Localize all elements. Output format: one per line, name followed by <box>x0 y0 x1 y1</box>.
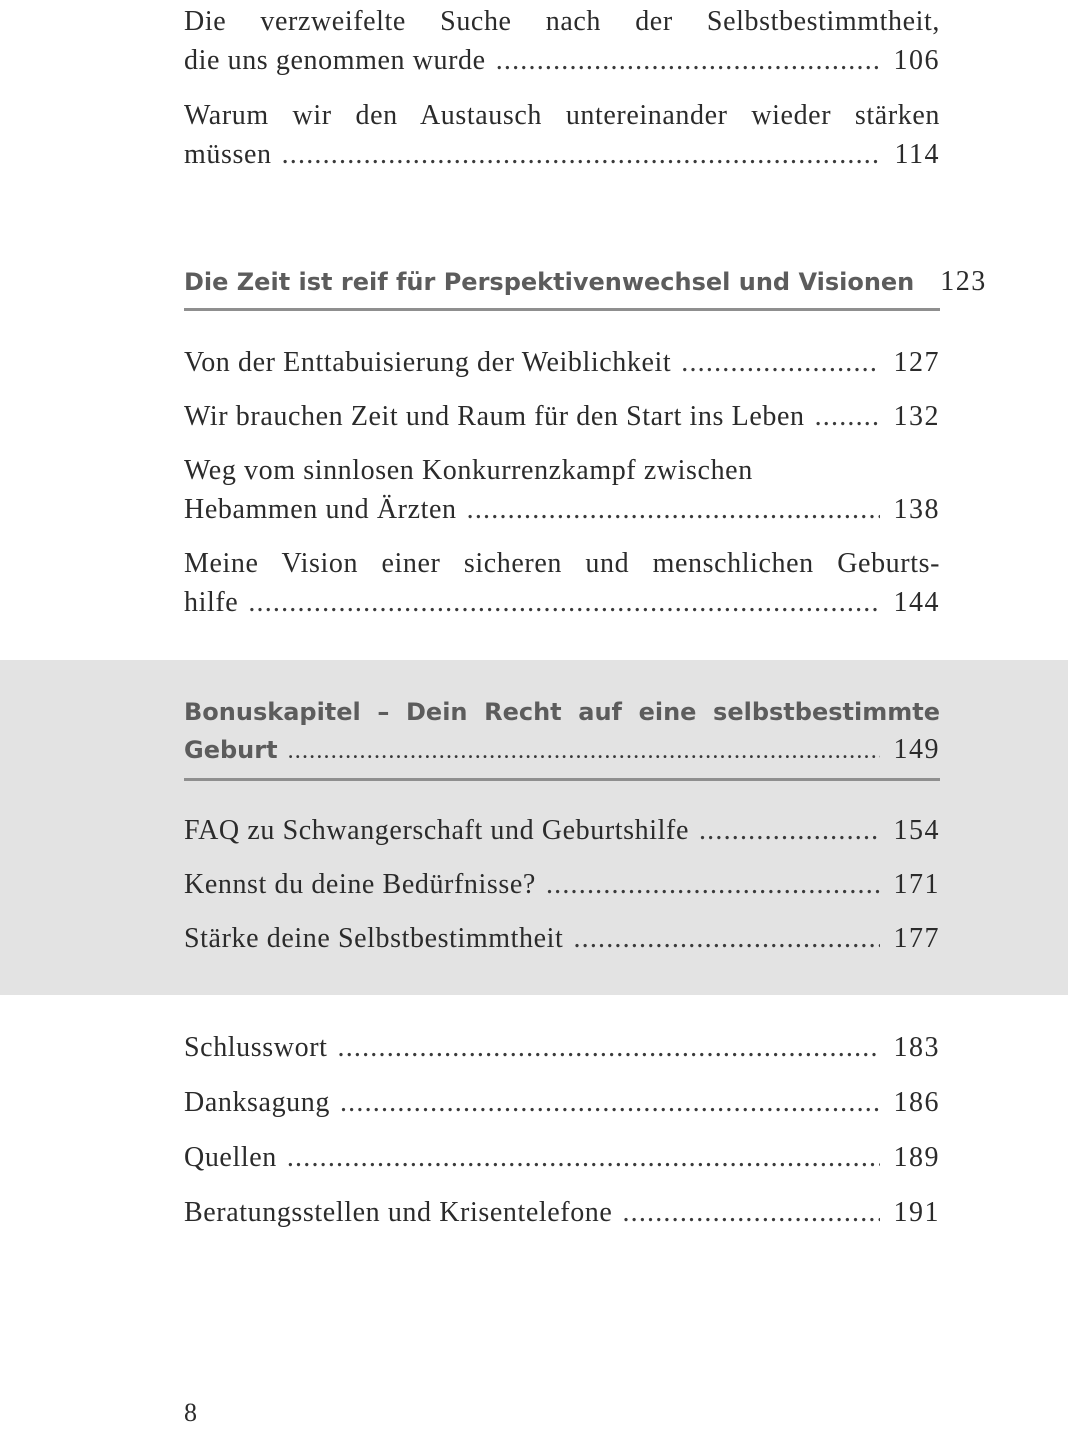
chapter-title: Die Zeit ist reif für Perspektivenwechsel und Visionen <box>184 268 915 296</box>
toc-entry[interactable] <box>184 2 940 80</box>
toc-entry[interactable] <box>184 397 940 436</box>
toc-entry-line: Die verzweifelte Suche nach der Selbstbestimmtheit, <box>184 6 940 37</box>
toc-entry-title: FAQ zu Schwangerschaft und Geburtshilfe <box>184 815 689 846</box>
page-number: 106 <box>893 45 940 76</box>
page-number: 186 <box>893 1087 940 1118</box>
toc-entry[interactable] <box>184 96 940 174</box>
page-number: 114 <box>894 139 940 170</box>
page-number: 127 <box>893 347 940 378</box>
page-number: 138 <box>893 494 940 525</box>
leader-dots <box>681 343 879 382</box>
chapter-heading <box>184 266 987 311</box>
leader-dots <box>282 135 881 174</box>
toc-entry-title: Von der Enttabuisierung der Weiblichkeit <box>184 347 672 378</box>
page-number: 132 <box>893 401 940 432</box>
toc-entry[interactable] <box>184 919 940 958</box>
toc-entry-line: Warum wir den Austausch untereinander wieder stärken <box>184 100 940 131</box>
toc-section-chapter-1 <box>184 343 940 622</box>
toc-entry-title: Quellen <box>184 1142 277 1173</box>
toc-entry-title: hilfe <box>184 587 239 618</box>
leader-dots <box>496 41 880 80</box>
toc-entry[interactable] <box>184 343 940 382</box>
leader-dots <box>699 811 880 850</box>
toc-entry-title: Hebammen und Ärzten <box>184 494 457 525</box>
leader-dots <box>622 1193 879 1232</box>
toc-entry[interactable] <box>184 1138 940 1177</box>
chapter-title: Geburt <box>184 736 278 764</box>
toc-section-end <box>184 1028 940 1232</box>
toc-entry-title: Beratungsstellen und Krisentelefone <box>184 1197 613 1228</box>
page-number: 171 <box>893 869 940 900</box>
page-number: 183 <box>893 1032 940 1063</box>
toc-entry-title: müssen <box>184 139 272 170</box>
leader-dots <box>573 919 879 958</box>
page-number: 177 <box>893 923 940 954</box>
leader-dots <box>248 583 879 622</box>
toc-entry[interactable] <box>184 811 940 850</box>
toc-entry[interactable] <box>184 865 940 904</box>
page-number: 154 <box>893 815 940 846</box>
page-number: 191 <box>893 1197 940 1228</box>
toc-entry-title: die uns genommen wurde <box>184 45 486 76</box>
leader-dots <box>340 1083 880 1122</box>
chapter-title-line: Bonuskapitel – Dein Recht auf eine selbstbestimmte <box>184 698 940 726</box>
toc-entry-title: Schlusswort <box>184 1032 328 1063</box>
folio-page-number: 8 <box>184 1398 197 1427</box>
page-number: 189 <box>893 1142 940 1173</box>
leader-dots <box>546 865 880 904</box>
page-number: 144 <box>893 587 940 618</box>
toc-chapter-1[interactable] <box>184 266 987 311</box>
leader-dots <box>287 1138 880 1177</box>
toc-entry-line: Weg vom sinnlosen Konkurrenzkampf zwischen <box>184 455 753 486</box>
toc-section-bonus <box>184 811 940 958</box>
page-number: 149 <box>893 734 940 765</box>
toc-section-top <box>184 2 940 174</box>
chapter-heading <box>184 693 940 781</box>
toc-entry-title: Danksagung <box>184 1087 330 1118</box>
toc-entry[interactable] <box>184 1028 940 1067</box>
toc-bonus-chapter[interactable] <box>184 693 940 781</box>
toc-entry-line: Meine Vision einer sicheren und menschlichen Geburts- <box>184 548 940 579</box>
toc-entry-title: Kennst du deine Bedürfnisse? <box>184 869 536 900</box>
toc-entry[interactable] <box>184 1193 940 1232</box>
toc-entry[interactable] <box>184 1083 940 1122</box>
toc-entry-title: Wir brauchen Zeit und Raum für den Start ins Leben <box>184 401 805 432</box>
toc-entry-title: Stärke deine Selbstbestimmtheit <box>184 923 564 954</box>
page-number: 123 <box>940 266 987 297</box>
toc-entry[interactable] <box>184 544 940 622</box>
leader-dots <box>467 490 880 529</box>
leader-dots <box>815 397 880 436</box>
leader-dots <box>338 1028 880 1067</box>
toc-entry[interactable] <box>184 451 940 529</box>
leader-dots <box>288 732 880 770</box>
